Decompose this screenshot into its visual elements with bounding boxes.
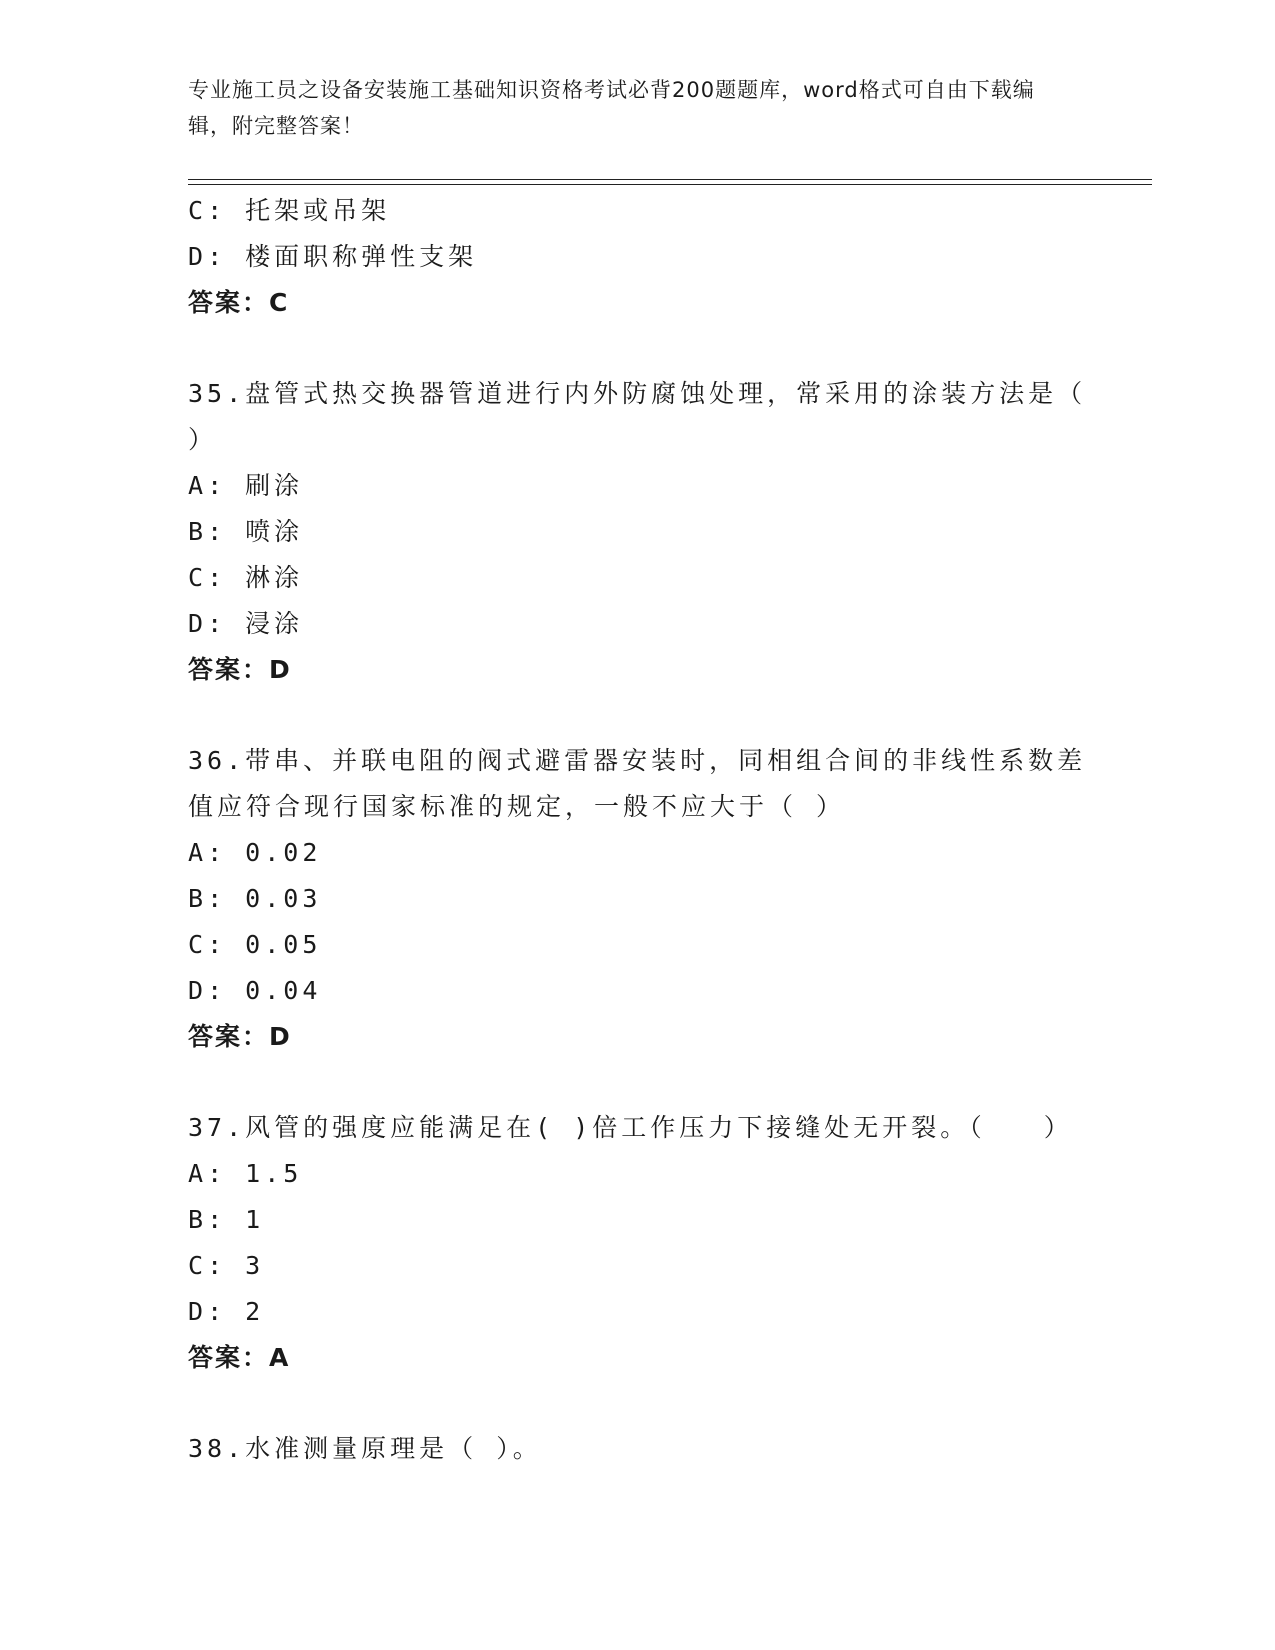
option-d: D: 楼面职称弹性支架 (188, 242, 478, 271)
option-d: D: 0.04 (188, 976, 322, 1005)
option-a: A: 0.02 (188, 838, 322, 867)
option-d: D: 2 (188, 1297, 265, 1326)
option-c: C: 3 (188, 1251, 265, 1280)
option-a: A: 1.5 (188, 1159, 303, 1188)
option-a: A: 刷涂 (188, 471, 304, 500)
option-d: D: 浸涂 (188, 609, 304, 638)
option-c: C: 0.05 (188, 930, 322, 959)
answer: 答案：D (188, 655, 292, 684)
answer: 答案：A (188, 1343, 291, 1372)
question-list (188, 188, 1088, 1472)
question-36-text-cont: 值应符合现行国家标准的规定，一般不应大于（ ） (188, 792, 846, 821)
question-35-text-cont: ） (188, 425, 218, 454)
answer: 答案：C (188, 288, 290, 317)
option-c: C: 托架或吊架 (188, 196, 391, 225)
option-b: B: 喷涂 (188, 517, 304, 546)
option-b: B: 0.03 (188, 884, 322, 913)
question-36-text: 36.带串、并联电阻的阀式避雷器安装时，同相组合间的非线性系数差 (188, 746, 1087, 775)
question-38-text: 38.水准测量原理是（ ）。 (188, 1434, 542, 1463)
option-b: B: 1 (188, 1205, 265, 1234)
question-37-text: 37.风管的强度应能满足在( )倍工作压力下接缝处无开裂。（ ） (188, 1113, 1073, 1142)
header-title: 专业施工员之设备安装施工基础知识资格考试必背200题题库，word格式可自由下载编辑，附完整答案！ (188, 78, 1035, 138)
question-35-text: 35.盘管式热交换器管道进行内外防腐蚀处理，常采用的涂装方法是（ (188, 379, 1087, 408)
option-c: C: 淋涂 (188, 563, 304, 592)
page-header (188, 72, 1068, 144)
header-rule-top (188, 179, 1152, 180)
answer: 答案：D (188, 1022, 292, 1051)
header-rule-bottom (188, 184, 1152, 185)
